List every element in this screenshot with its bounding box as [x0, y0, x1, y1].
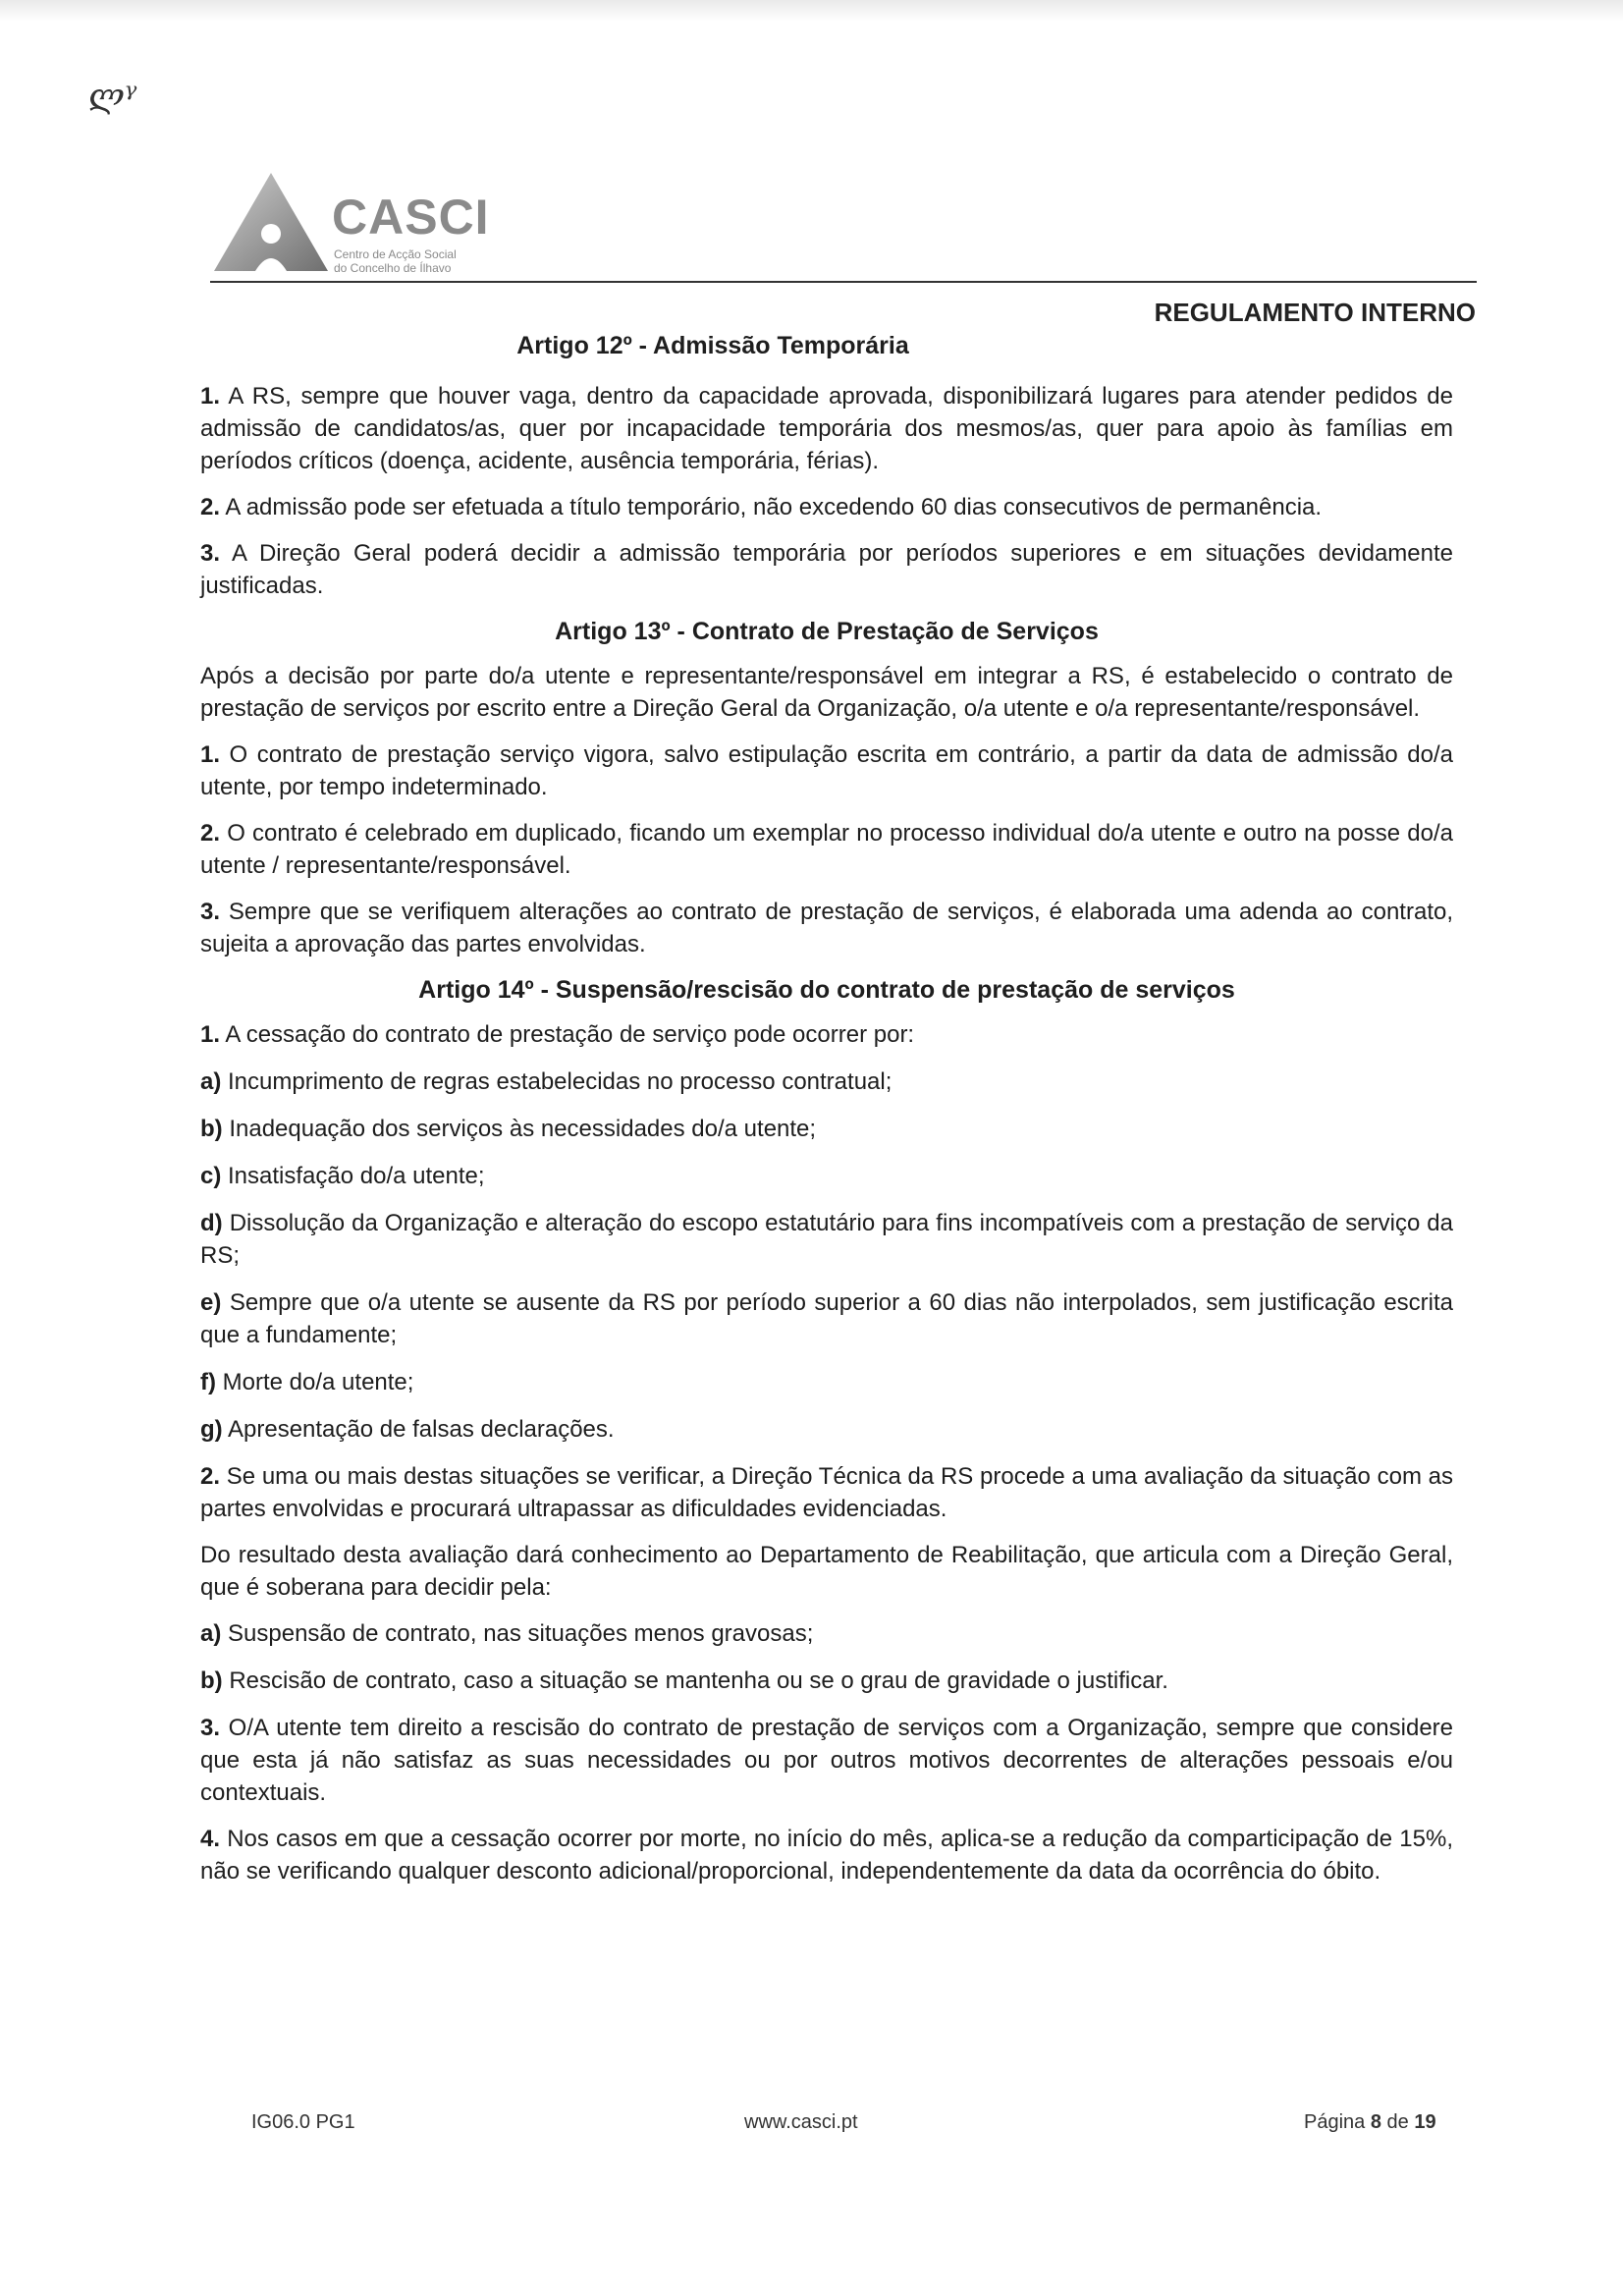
article-12-paragraph-2 [200, 491, 1453, 523]
page-of: de [1386, 2111, 1409, 2133]
list-item-label: a) [200, 1068, 222, 1095]
article-14-paragraph-2-follow: Do resultado desta avaliação dará conhecimento ao Departamento de Reabilitação, que articula com a Direção Geral, que é soberana para decidir pela: [200, 1542, 1453, 1601]
list-item-text: Rescisão de contrato, caso a situação se mantenha ou se o grau de gravidade o justificar. [229, 1667, 1168, 1694]
logo-subtitle [334, 247, 501, 275]
list-item-text: Suspensão de contrato, nas situações menos gravosas; [228, 1620, 814, 1647]
article-13-heading: Artigo 13º - Contrato de Prestação de Serviços [555, 618, 1099, 645]
article-14-paragraph-2 [200, 1460, 1453, 1525]
logo-subtitle-line2: do Concelho de Ílhavo [334, 261, 452, 275]
list-item-text: Sempre que o/a utente se ausente da RS por período superior a 60 dias não interpolados, sem justificação escrita que a fundamente; [200, 1289, 1454, 1348]
paragraph-number: 3. [200, 899, 221, 925]
casci-logo-icon [212, 169, 330, 277]
list-item-text: Insatisfação do/a utente; [228, 1163, 485, 1189]
document-body [200, 330, 1453, 1901]
paragraph-text: Se uma ou mais destas situações se verificar, a Direção Técnica da RS procede a uma avaliação da situação com as partes envolvidas e procurará ultrapassar as dificuldades evidenciadas. [200, 1463, 1454, 1522]
page-total: 19 [1414, 2111, 1436, 2133]
paragraph-number: 2. [200, 494, 221, 520]
list-item-label: a) [200, 1620, 222, 1647]
article-12-paragraph-1 [200, 380, 1453, 477]
list-item-label: b) [200, 1116, 223, 1142]
logo-wordmark: CASCI [332, 190, 490, 245]
list-item-label: g) [200, 1416, 223, 1443]
paragraph-number: 3. [200, 1715, 221, 1741]
list-item [200, 1207, 1453, 1272]
paragraph-text: A cessação do contrato de prestação de serviço pode ocorrer por: [225, 1021, 915, 1048]
paragraph-text: Nos casos em que a cessação ocorrer por morte, no início do mês, aplica-se a redução da comparticipação de 15%, não se verificando qualquer desconto adicional/proporcional, independentemente da data da ocorrência do óbito. [200, 1826, 1453, 1885]
article-14-paragraph-4 [200, 1823, 1453, 1887]
list-item [200, 1617, 1453, 1650]
paragraph-number: 4. [200, 1826, 221, 1852]
handwritten-initials: ლᵞ [88, 77, 137, 116]
article-12-heading: Artigo 12º - Admissão Temporária [516, 332, 909, 359]
list-item-label: c) [200, 1163, 222, 1189]
list-item [200, 1413, 1453, 1446]
paragraph-text: O/A utente tem direito a rescisão do contrato de prestação de serviços com a Organização, sempre que considere que esta já não satisfaz as suas necessidades ou por outros motivos decorrentes de alterações pessoais e/ou contextuais. [200, 1715, 1454, 1806]
article-12-paragraph-3 [200, 537, 1453, 602]
article-14-heading: Artigo 14º - Suspensão/rescisão do contrato de prestação de serviços [418, 976, 1235, 1004]
paragraph-text: A RS, sempre que houver vaga, dentro da capacidade aprovada, disponibilizará lugares para atender pedidos de admissão de candidatos/as, quer por incapacidade temporária dos mesmos/as, quer para apoio às famílias em períodos críticos (doença, acidente, ausência temporária, férias). [200, 383, 1453, 474]
list-item-label: f) [200, 1369, 216, 1395]
footer-document-code: IG06.0 PG1 [251, 2111, 355, 2133]
paragraph-text: A Direção Geral poderá decidir a admissão temporária por períodos superiores e em situações devidamente justificadas. [200, 540, 1453, 599]
article-13-paragraph-2 [200, 817, 1453, 882]
paragraph-number: 1. [200, 1021, 221, 1048]
document-title: REGULAMENTO INTERNO [1154, 298, 1476, 327]
footer-website-link[interactable]: www.casci.pt [744, 2111, 858, 2133]
paragraph-number: 2. [200, 820, 221, 847]
logo-subtitle-line1: Centro de Acção Social [334, 247, 457, 261]
list-item [200, 1665, 1453, 1697]
list-item [200, 1286, 1453, 1351]
paragraph-text: O contrato é celebrado em duplicado, ficando um exemplar no processo individual do/a utente e outro na posse do/a utente / representante/responsável. [200, 820, 1453, 879]
paragraph-number: 2. [200, 1463, 221, 1490]
article-14-paragraph-3 [200, 1712, 1453, 1809]
paragraph-text: O contrato de prestação serviço vigora, salvo estipulação escrita em contrário, a partir da data de admissão do/a utente, por tempo indeterminado. [200, 741, 1453, 800]
page-current: 8 [1370, 2111, 1381, 2133]
article-13-paragraph-1 [200, 738, 1453, 803]
list-item-text: Inadequação dos serviços às necessidades do/a utente; [229, 1116, 817, 1142]
casci-logo [212, 169, 507, 277]
list-item-label: e) [200, 1289, 222, 1316]
list-item-text: Apresentação de falsas declarações. [228, 1416, 615, 1443]
list-item [200, 1113, 1453, 1145]
paragraph-text: Sempre que se verifiquem alterações ao contrato de prestação de serviços, é elaborada uma adenda ao contrato, sujeita a aprovação das partes envolvidas. [200, 899, 1454, 957]
list-item-text: Incumprimento de regras estabelecidas no processo contratual; [228, 1068, 893, 1095]
article-13-intro: Após a decisão por parte do/a utente e representante/responsável em integrar a RS, é estabelecido o contrato de prestação de serviços por escrito entre a Direção Geral da Organização, o/a utente e o/a representante/responsável. [200, 663, 1453, 722]
list-item [200, 1066, 1453, 1098]
paragraph-number: 3. [200, 540, 221, 567]
list-item-label: d) [200, 1210, 223, 1236]
article-13-paragraph-3 [200, 896, 1453, 960]
scan-edge [0, 0, 1623, 22]
list-item-text: Morte do/a utente; [222, 1369, 414, 1395]
paragraph-number: 1. [200, 383, 221, 410]
list-item-text: Dissolução da Organização e alteração do escopo estatutário para fins incompatíveis com a prestação de serviço da RS; [200, 1210, 1454, 1269]
paragraph-text: A admissão pode ser efetuada a título temporário, não excedendo 60 dias consecutivos de permanência. [225, 494, 1323, 520]
list-item [200, 1160, 1453, 1192]
page-prefix: Página [1304, 2111, 1366, 2133]
list-item-label: b) [200, 1667, 223, 1694]
paragraph-number: 1. [200, 741, 221, 768]
article-14-paragraph-1 [200, 1018, 1453, 1051]
list-item [200, 1366, 1453, 1398]
footer-page-number [1304, 2111, 1436, 2134]
header-divider [210, 281, 1477, 283]
